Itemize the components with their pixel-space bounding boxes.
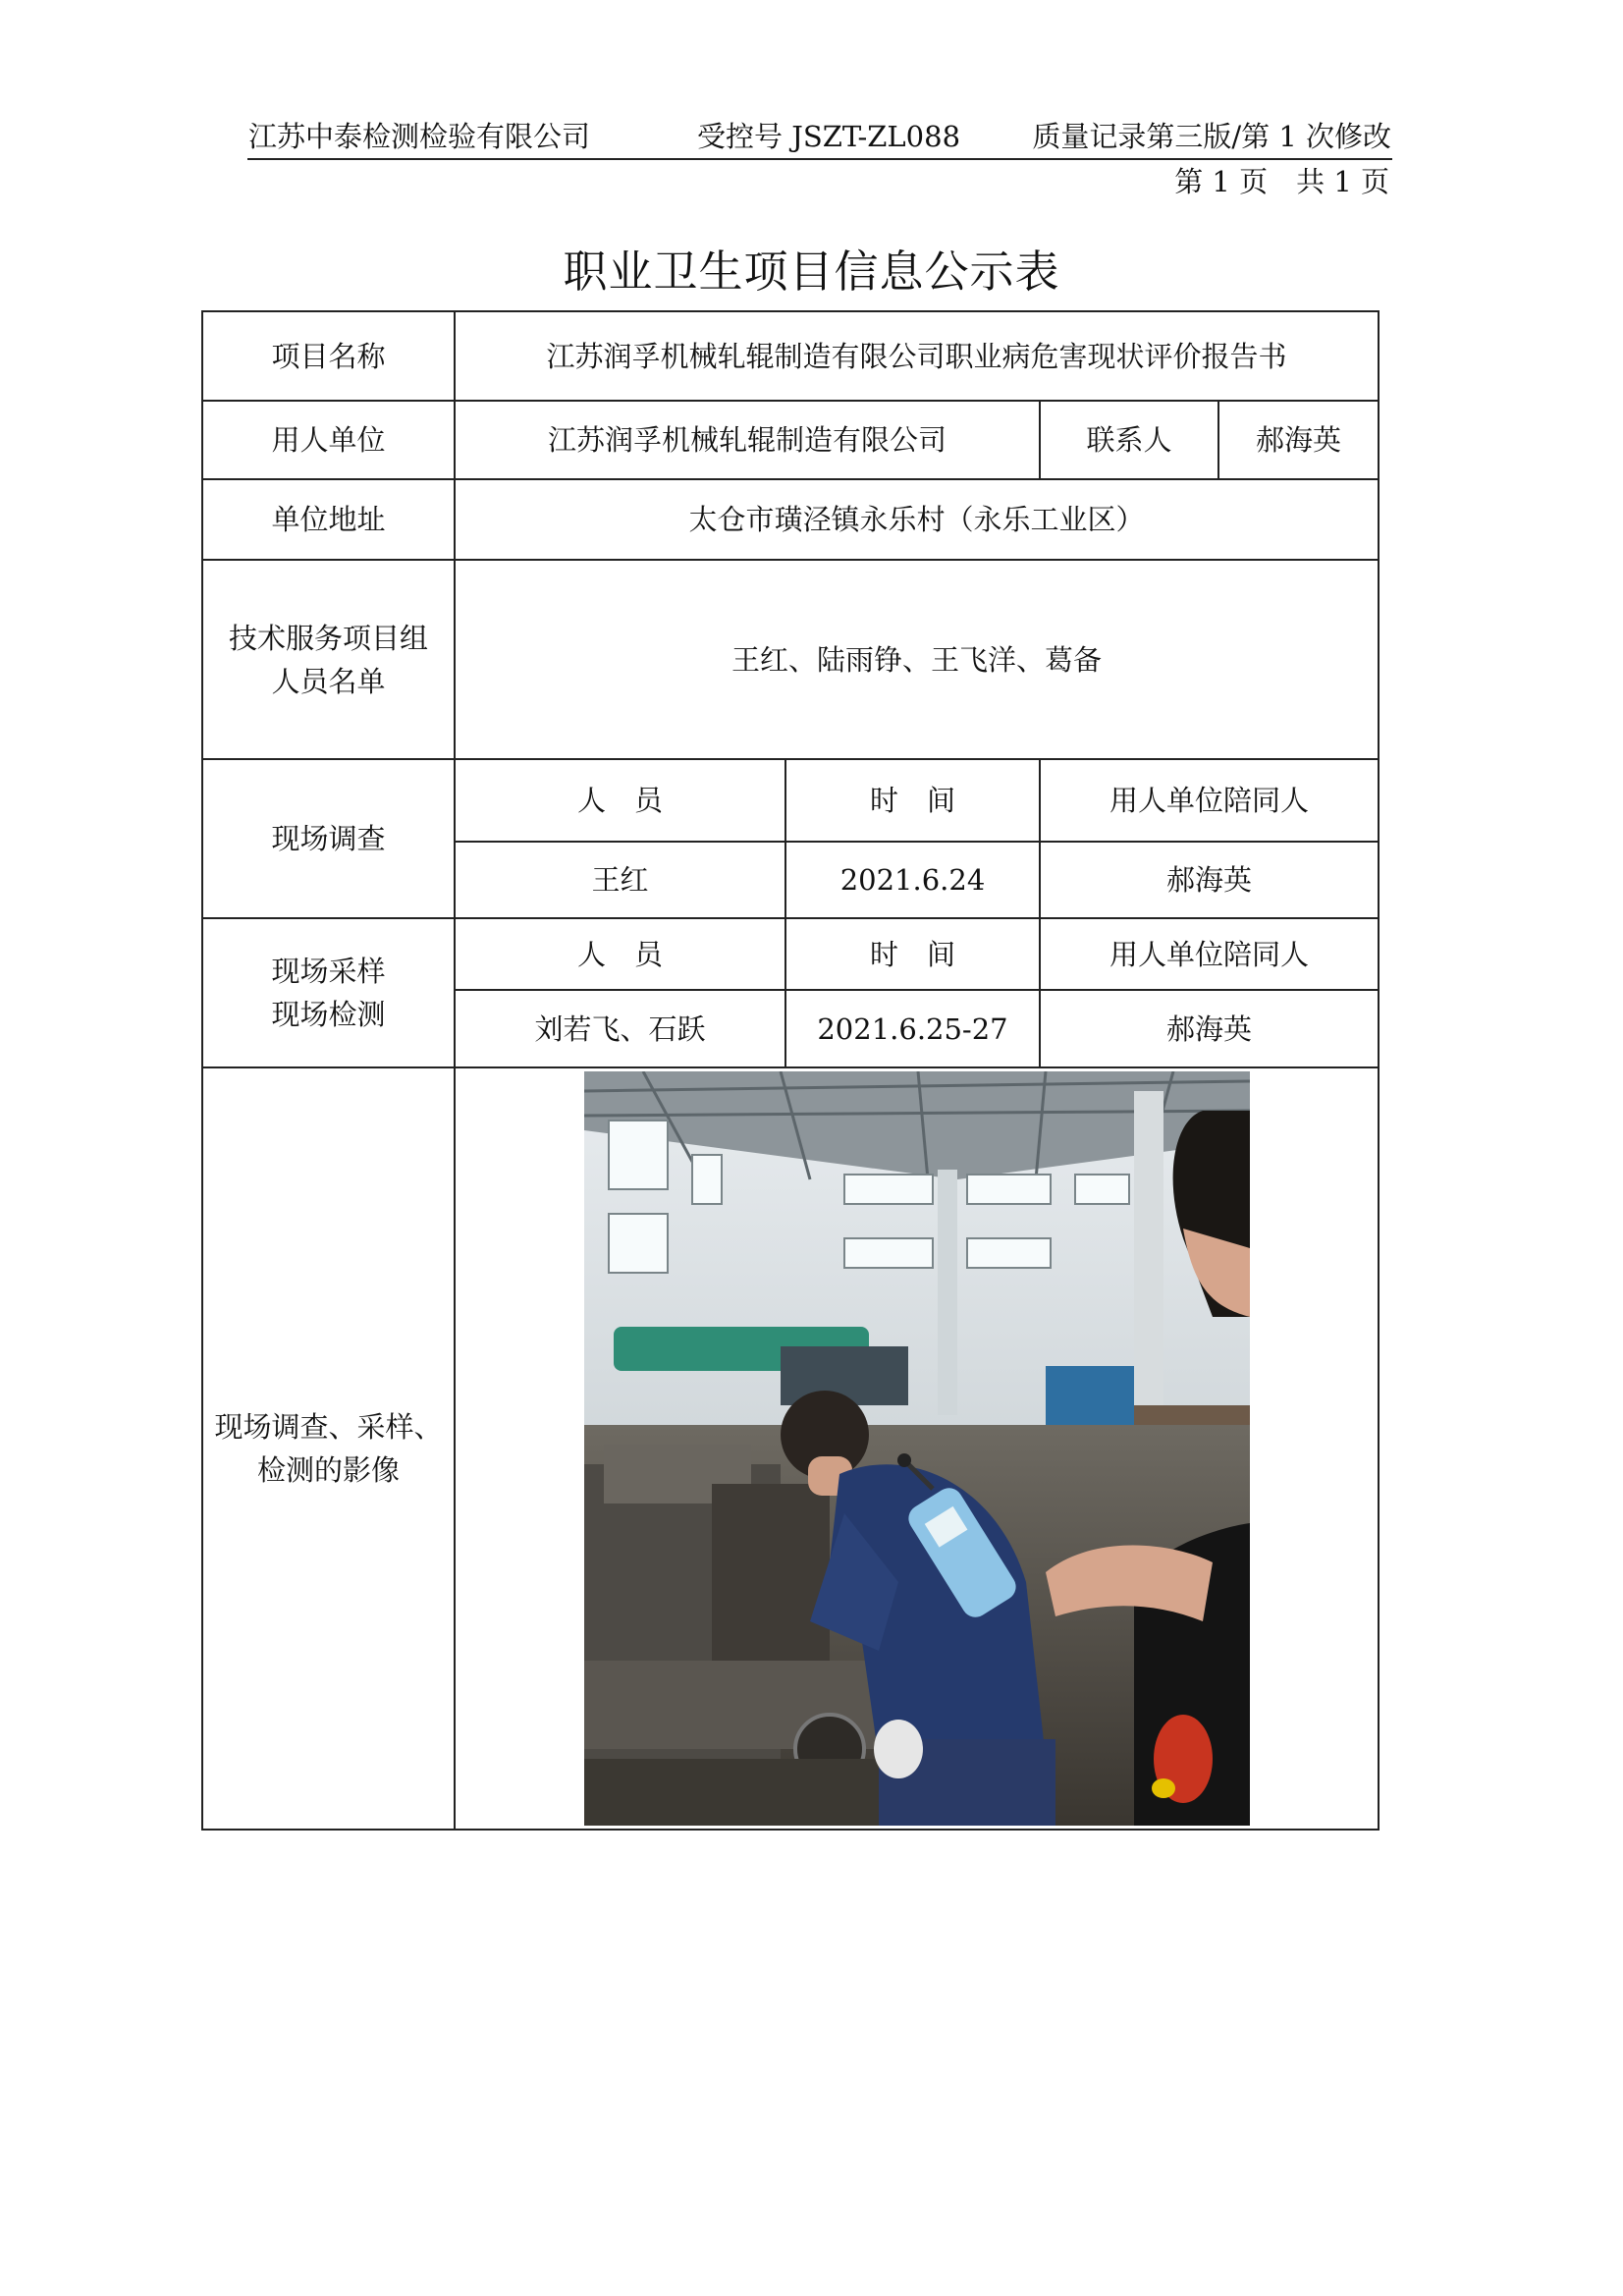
header-company: 江苏中泰检测检验有限公司	[248, 120, 591, 153]
row-image	[202, 1067, 1379, 1830]
contact-value: 郝海英	[1218, 401, 1379, 479]
header-control-number: 受控号 JSZT-ZL088	[697, 120, 961, 153]
sampling-col-escort: 用人单位陪同人	[1040, 918, 1379, 990]
image-label	[202, 1067, 455, 1830]
header-edition: 质量记录第三版/第 1 次修改	[1032, 120, 1391, 153]
row-survey-header	[202, 759, 1379, 842]
project-name-label: 项目名称	[202, 311, 455, 401]
image-label-line2: 检测的影像	[256, 1453, 400, 1487]
info-table	[201, 310, 1380, 1831]
row-employer	[202, 401, 1379, 479]
row-project-name	[202, 311, 1379, 401]
address-label: 单位地址	[202, 479, 455, 560]
sampling-person: 刘若飞、石跃	[455, 990, 785, 1067]
sampling-label	[202, 918, 455, 1067]
survey-col-escort: 用人单位陪同人	[1040, 759, 1379, 842]
team-label-line1: 技术服务项目组	[228, 621, 428, 655]
employer-value: 江苏润孚机械轧辊制造有限公司	[455, 401, 1040, 479]
survey-person: 王红	[455, 842, 785, 918]
contact-label: 联系人	[1040, 401, 1218, 479]
project-name-value: 江苏润孚机械轧辊制造有限公司职业病危害现状评价报告书	[455, 311, 1379, 401]
image-label-line1: 现场调查、采样、	[214, 1410, 443, 1444]
sampling-col-person: 人 员	[455, 918, 785, 990]
address-value: 太仓市璜泾镇永乐村（永乐工业区）	[455, 479, 1379, 560]
sampling-time: 2021.6.25-27	[785, 990, 1040, 1067]
document-title: 职业卫生项目信息公示表	[563, 246, 1060, 298]
team-label-line2: 人员名单	[271, 664, 386, 698]
sampling-label-line1: 现场采样	[271, 955, 386, 988]
employer-label: 用人单位	[202, 401, 455, 479]
survey-label: 现场调查	[202, 759, 455, 918]
team-value: 王红、陆雨铮、王飞洋、葛备	[455, 560, 1379, 759]
row-address	[202, 479, 1379, 560]
sampling-col-time: 时 间	[785, 918, 1040, 990]
factory-photo-icon	[584, 1071, 1250, 1826]
survey-col-person: 人 员	[455, 759, 785, 842]
row-sampling-header	[202, 918, 1379, 990]
row-team	[202, 560, 1379, 759]
header-page-number: 第 1 页 共 1 页	[1174, 165, 1389, 198]
image-cell	[455, 1067, 1379, 1830]
survey-time: 2021.6.24	[785, 842, 1040, 918]
sampling-escort: 郝海英	[1040, 990, 1379, 1067]
team-label	[202, 560, 455, 759]
survey-col-time: 时 间	[785, 759, 1040, 842]
survey-escort: 郝海英	[1040, 842, 1379, 918]
sampling-label-line2: 现场检测	[271, 998, 386, 1031]
